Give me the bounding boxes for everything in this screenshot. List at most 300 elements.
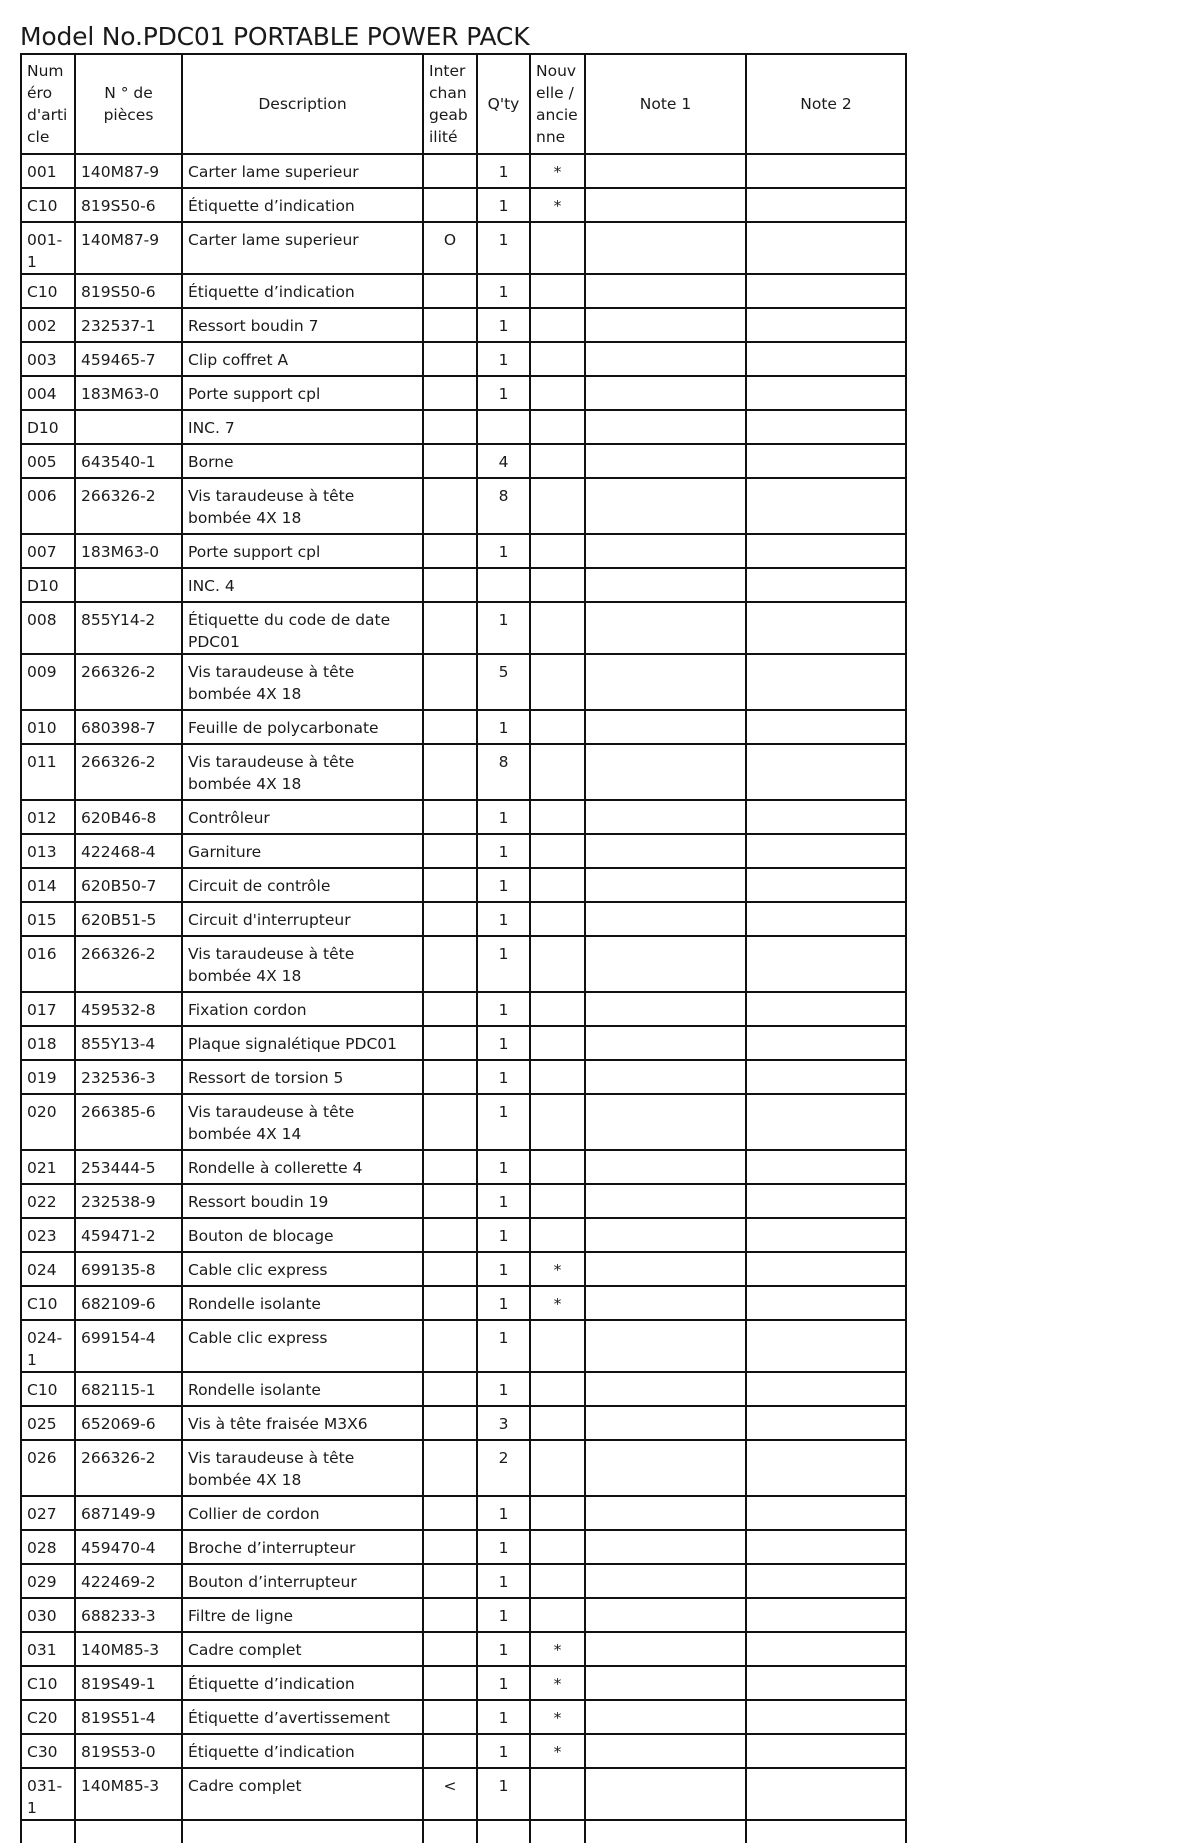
note1-cell bbox=[585, 800, 746, 834]
interchangeability-cell bbox=[423, 602, 477, 654]
table-row bbox=[21, 1768, 906, 1820]
quantity-cell: 1 bbox=[477, 188, 530, 222]
page-title: Model No.PDC01 PORTABLE POWER PACK bbox=[20, 22, 530, 51]
quantity-cell: 4 bbox=[477, 444, 530, 478]
new-old-cell bbox=[530, 410, 585, 444]
note1-cell bbox=[585, 1286, 746, 1320]
table-row bbox=[21, 654, 906, 710]
quantity-cell: 1 bbox=[477, 274, 530, 308]
part-number-cell: 266326-2 bbox=[75, 936, 182, 992]
note2-cell bbox=[746, 1372, 906, 1406]
header-note2: Note 2 bbox=[746, 54, 906, 154]
item-number-cell: 008 bbox=[21, 602, 75, 654]
empty-cell bbox=[530, 1820, 585, 1843]
new-old-cell bbox=[530, 1150, 585, 1184]
header-qty: Q'ty bbox=[477, 54, 530, 154]
note2-cell bbox=[746, 1632, 906, 1666]
note2-cell bbox=[746, 222, 906, 274]
description-cell: Porte support cpl bbox=[182, 376, 423, 410]
part-number-cell: 266326-2 bbox=[75, 744, 182, 800]
note1-cell bbox=[585, 1530, 746, 1564]
quantity-cell: 1 bbox=[477, 1530, 530, 1564]
interchangeability-cell bbox=[423, 444, 477, 478]
table-row bbox=[21, 1666, 906, 1700]
note2-cell bbox=[746, 1598, 906, 1632]
interchangeability-cell bbox=[423, 1632, 477, 1666]
interchangeability-cell bbox=[423, 936, 477, 992]
header-item-no: Numéro d'article bbox=[21, 54, 75, 154]
interchangeability-cell bbox=[423, 1184, 477, 1218]
item-number-cell: 002 bbox=[21, 308, 75, 342]
interchangeability-cell bbox=[423, 1094, 477, 1150]
table-row bbox=[21, 710, 906, 744]
quantity-cell: 1 bbox=[477, 834, 530, 868]
note2-cell bbox=[746, 534, 906, 568]
part-number-cell: 620B51-5 bbox=[75, 902, 182, 936]
item-number-cell: 031 bbox=[21, 1632, 75, 1666]
new-old-cell: * bbox=[530, 1666, 585, 1700]
item-number-cell: 015 bbox=[21, 902, 75, 936]
note1-cell bbox=[585, 1252, 746, 1286]
new-old-cell: * bbox=[530, 1734, 585, 1768]
quantity-cell: 1 bbox=[477, 1632, 530, 1666]
interchangeability-cell bbox=[423, 1530, 477, 1564]
interchangeability-cell bbox=[423, 1666, 477, 1700]
interchangeability-cell bbox=[423, 1700, 477, 1734]
description-cell: Garniture bbox=[182, 834, 423, 868]
quantity-cell: 1 bbox=[477, 222, 530, 274]
table-row bbox=[21, 444, 906, 478]
part-number-cell: 266385-6 bbox=[75, 1094, 182, 1150]
table-row bbox=[21, 188, 906, 222]
description-cell: Cadre complet bbox=[182, 1768, 423, 1820]
part-number-cell: 855Y13-4 bbox=[75, 1026, 182, 1060]
interchangeability-cell bbox=[423, 1252, 477, 1286]
table-row bbox=[21, 534, 906, 568]
description-cell: Circuit de contrôle bbox=[182, 868, 423, 902]
part-number-cell: 140M85-3 bbox=[75, 1632, 182, 1666]
item-number-cell: C10 bbox=[21, 1666, 75, 1700]
note2-cell bbox=[746, 444, 906, 478]
empty-cell bbox=[585, 1820, 746, 1843]
new-old-cell bbox=[530, 710, 585, 744]
new-old-cell bbox=[530, 602, 585, 654]
note1-cell bbox=[585, 342, 746, 376]
table-row bbox=[21, 1734, 906, 1768]
description-cell: Fixation cordon bbox=[182, 992, 423, 1026]
table-row bbox=[21, 376, 906, 410]
empty-cell bbox=[423, 1820, 477, 1843]
item-number-cell: 007 bbox=[21, 534, 75, 568]
note1-cell bbox=[585, 534, 746, 568]
note2-cell bbox=[746, 1530, 906, 1564]
empty-cell bbox=[182, 1820, 423, 1843]
table-row bbox=[21, 1700, 906, 1734]
item-number-cell: 030 bbox=[21, 1598, 75, 1632]
quantity-cell: 1 bbox=[477, 1026, 530, 1060]
description-cell: Clip coffret A bbox=[182, 342, 423, 376]
new-old-cell bbox=[530, 1564, 585, 1598]
quantity-cell: 1 bbox=[477, 800, 530, 834]
table-row-cutoff bbox=[21, 1820, 906, 1843]
description-cell: Étiquette d’indication bbox=[182, 1734, 423, 1768]
quantity-cell: 1 bbox=[477, 1564, 530, 1598]
description-cell: Collier de cordon bbox=[182, 1496, 423, 1530]
interchangeability-cell bbox=[423, 1734, 477, 1768]
item-number-cell: 006 bbox=[21, 478, 75, 534]
part-number-cell: 819S50-6 bbox=[75, 188, 182, 222]
item-number-cell: 018 bbox=[21, 1026, 75, 1060]
item-number-cell: C10 bbox=[21, 188, 75, 222]
part-number-cell: 620B46-8 bbox=[75, 800, 182, 834]
table-row bbox=[21, 868, 906, 902]
quantity-cell: 1 bbox=[477, 154, 530, 188]
new-old-cell bbox=[530, 800, 585, 834]
item-number-cell: 010 bbox=[21, 710, 75, 744]
part-number-cell: 422469-2 bbox=[75, 1564, 182, 1598]
table-row bbox=[21, 1320, 906, 1372]
description-cell: INC. 4 bbox=[182, 568, 423, 602]
note2-cell bbox=[746, 410, 906, 444]
note1-cell bbox=[585, 1406, 746, 1440]
part-number-cell: 459532-8 bbox=[75, 992, 182, 1026]
description-cell: Broche d’interrupteur bbox=[182, 1530, 423, 1564]
interchangeability-cell bbox=[423, 308, 477, 342]
description-cell: Étiquette d’avertissement bbox=[182, 1700, 423, 1734]
interchangeability-cell bbox=[423, 410, 477, 444]
interchangeability-cell bbox=[423, 478, 477, 534]
new-old-cell: * bbox=[530, 1252, 585, 1286]
part-number-cell: 140M87-9 bbox=[75, 222, 182, 274]
interchangeability-cell bbox=[423, 800, 477, 834]
part-number-cell: 459471-2 bbox=[75, 1218, 182, 1252]
interchangeability-cell bbox=[423, 154, 477, 188]
table-row bbox=[21, 1406, 906, 1440]
note2-cell bbox=[746, 602, 906, 654]
table-row bbox=[21, 1252, 906, 1286]
note1-cell bbox=[585, 274, 746, 308]
quantity-cell bbox=[477, 410, 530, 444]
part-number-cell: 652069-6 bbox=[75, 1406, 182, 1440]
new-old-cell bbox=[530, 478, 585, 534]
part-number-cell: 266326-2 bbox=[75, 1440, 182, 1496]
description-cell: Porte support cpl bbox=[182, 534, 423, 568]
note1-cell bbox=[585, 654, 746, 710]
interchangeability-cell: < bbox=[423, 1768, 477, 1820]
note2-cell bbox=[746, 1060, 906, 1094]
interchangeability-cell bbox=[423, 376, 477, 410]
new-old-cell: * bbox=[530, 188, 585, 222]
description-cell: Ressort boudin 7 bbox=[182, 308, 423, 342]
description-cell: Feuille de polycarbonate bbox=[182, 710, 423, 744]
item-number-cell: 014 bbox=[21, 868, 75, 902]
item-number-cell: C10 bbox=[21, 1372, 75, 1406]
quantity-cell: 2 bbox=[477, 1440, 530, 1496]
description-cell: INC. 7 bbox=[182, 410, 423, 444]
note2-cell bbox=[746, 1252, 906, 1286]
part-number-cell: 183M63-0 bbox=[75, 376, 182, 410]
new-old-cell bbox=[530, 1406, 585, 1440]
note2-cell bbox=[746, 936, 906, 992]
note1-cell bbox=[585, 1768, 746, 1820]
item-number-cell: 001-1 bbox=[21, 222, 75, 274]
quantity-cell: 1 bbox=[477, 1666, 530, 1700]
note1-cell bbox=[585, 308, 746, 342]
part-number-cell: 819S51-4 bbox=[75, 1700, 182, 1734]
item-number-cell: 004 bbox=[21, 376, 75, 410]
description-cell: Carter lame superieur bbox=[182, 154, 423, 188]
table-row bbox=[21, 478, 906, 534]
item-number-cell: 009 bbox=[21, 654, 75, 710]
new-old-cell bbox=[530, 308, 585, 342]
note1-cell bbox=[585, 154, 746, 188]
note2-cell bbox=[746, 992, 906, 1026]
note1-cell bbox=[585, 1632, 746, 1666]
note2-cell bbox=[746, 1026, 906, 1060]
new-old-cell bbox=[530, 534, 585, 568]
interchangeability-cell bbox=[423, 1320, 477, 1372]
item-number-cell: 027 bbox=[21, 1496, 75, 1530]
description-cell: Cable clic express bbox=[182, 1252, 423, 1286]
new-old-cell bbox=[530, 376, 585, 410]
item-number-cell: 023 bbox=[21, 1218, 75, 1252]
note2-cell bbox=[746, 1286, 906, 1320]
item-number-cell: 019 bbox=[21, 1060, 75, 1094]
table-header-row bbox=[21, 54, 906, 154]
interchangeability-cell bbox=[423, 1150, 477, 1184]
description-cell: Vis taraudeuse à tête bombée 4X 18 bbox=[182, 478, 423, 534]
item-number-cell: 021 bbox=[21, 1150, 75, 1184]
note1-cell bbox=[585, 1564, 746, 1598]
quantity-cell: 1 bbox=[477, 1768, 530, 1820]
new-old-cell bbox=[530, 902, 585, 936]
item-number-cell: 011 bbox=[21, 744, 75, 800]
table-row bbox=[21, 222, 906, 274]
quantity-cell: 1 bbox=[477, 342, 530, 376]
note1-cell bbox=[585, 478, 746, 534]
quantity-cell: 3 bbox=[477, 1406, 530, 1440]
quantity-cell: 8 bbox=[477, 478, 530, 534]
description-cell: Cable clic express bbox=[182, 1320, 423, 1372]
new-old-cell: * bbox=[530, 1700, 585, 1734]
part-number-cell: 819S49-1 bbox=[75, 1666, 182, 1700]
table-row bbox=[21, 308, 906, 342]
description-cell: Vis taraudeuse à tête bombée 4X 18 bbox=[182, 744, 423, 800]
note2-cell bbox=[746, 188, 906, 222]
empty-cell bbox=[21, 1820, 75, 1843]
description-cell: Ressort boudin 19 bbox=[182, 1184, 423, 1218]
item-number-cell: 016 bbox=[21, 936, 75, 992]
note2-cell bbox=[746, 274, 906, 308]
note2-cell bbox=[746, 868, 906, 902]
note1-cell bbox=[585, 1218, 746, 1252]
quantity-cell: 1 bbox=[477, 1060, 530, 1094]
part-number-cell: 232536-3 bbox=[75, 1060, 182, 1094]
interchangeability-cell bbox=[423, 1496, 477, 1530]
note1-cell bbox=[585, 868, 746, 902]
note1-cell bbox=[585, 1184, 746, 1218]
note1-cell bbox=[585, 1666, 746, 1700]
part-number-cell: 688233-3 bbox=[75, 1598, 182, 1632]
description-cell: Borne bbox=[182, 444, 423, 478]
quantity-cell: 1 bbox=[477, 1150, 530, 1184]
part-number-cell: 699135-8 bbox=[75, 1252, 182, 1286]
quantity-cell: 1 bbox=[477, 1286, 530, 1320]
new-old-cell bbox=[530, 1094, 585, 1150]
description-cell: Étiquette d’indication bbox=[182, 1666, 423, 1700]
new-old-cell bbox=[530, 936, 585, 992]
description-cell: Vis taraudeuse à tête bombée 4X 14 bbox=[182, 1094, 423, 1150]
item-number-cell: C10 bbox=[21, 1286, 75, 1320]
description-cell: Vis à tête fraisée M3X6 bbox=[182, 1406, 423, 1440]
quantity-cell: 1 bbox=[477, 1372, 530, 1406]
empty-cell bbox=[746, 1820, 906, 1843]
quantity-cell: 1 bbox=[477, 710, 530, 744]
quantity-cell: 8 bbox=[477, 744, 530, 800]
note1-cell bbox=[585, 710, 746, 744]
header-interchangeability: Interchangeabilité bbox=[423, 54, 477, 154]
item-number-cell: 028 bbox=[21, 1530, 75, 1564]
note1-cell bbox=[585, 936, 746, 992]
new-old-cell bbox=[530, 1026, 585, 1060]
new-old-cell bbox=[530, 868, 585, 902]
part-number-cell: 232537-1 bbox=[75, 308, 182, 342]
item-number-cell: C20 bbox=[21, 1700, 75, 1734]
table-row bbox=[21, 568, 906, 602]
quantity-cell: 1 bbox=[477, 1598, 530, 1632]
quantity-cell: 1 bbox=[477, 1252, 530, 1286]
note1-cell bbox=[585, 1496, 746, 1530]
item-number-cell: 025 bbox=[21, 1406, 75, 1440]
note1-cell bbox=[585, 410, 746, 444]
quantity-cell: 5 bbox=[477, 654, 530, 710]
new-old-cell bbox=[530, 992, 585, 1026]
part-number-cell: 819S53-0 bbox=[75, 1734, 182, 1768]
interchangeability-cell: O bbox=[423, 222, 477, 274]
new-old-cell bbox=[530, 1598, 585, 1632]
item-number-cell: 020 bbox=[21, 1094, 75, 1150]
note1-cell bbox=[585, 1060, 746, 1094]
table-row bbox=[21, 992, 906, 1026]
description-cell: Plaque signalétique PDC01 bbox=[182, 1026, 423, 1060]
new-old-cell bbox=[530, 222, 585, 274]
note2-cell bbox=[746, 308, 906, 342]
new-old-cell bbox=[530, 274, 585, 308]
quantity-cell: 1 bbox=[477, 308, 530, 342]
new-old-cell bbox=[530, 1768, 585, 1820]
part-number-cell: 643540-1 bbox=[75, 444, 182, 478]
interchangeability-cell bbox=[423, 274, 477, 308]
interchangeability-cell bbox=[423, 1406, 477, 1440]
note1-cell bbox=[585, 1320, 746, 1372]
parts-table-body bbox=[21, 154, 906, 1843]
note2-cell bbox=[746, 834, 906, 868]
new-old-cell bbox=[530, 654, 585, 710]
quantity-cell: 1 bbox=[477, 602, 530, 654]
part-number-cell: 183M63-0 bbox=[75, 534, 182, 568]
new-old-cell bbox=[530, 1184, 585, 1218]
quantity-cell: 1 bbox=[477, 1700, 530, 1734]
note1-cell bbox=[585, 1026, 746, 1060]
new-old-cell: * bbox=[530, 1632, 585, 1666]
note2-cell bbox=[746, 568, 906, 602]
interchangeability-cell bbox=[423, 188, 477, 222]
note1-cell bbox=[585, 444, 746, 478]
item-number-cell: 013 bbox=[21, 834, 75, 868]
note2-cell bbox=[746, 1218, 906, 1252]
part-number-cell: 699154-4 bbox=[75, 1320, 182, 1372]
description-cell: Cadre complet bbox=[182, 1632, 423, 1666]
note1-cell bbox=[585, 1372, 746, 1406]
interchangeability-cell bbox=[423, 568, 477, 602]
part-number-cell: 855Y14-2 bbox=[75, 602, 182, 654]
note2-cell bbox=[746, 376, 906, 410]
table-row bbox=[21, 1530, 906, 1564]
new-old-cell bbox=[530, 342, 585, 376]
description-cell: Vis taraudeuse à tête bombée 4X 18 bbox=[182, 654, 423, 710]
note1-cell bbox=[585, 1598, 746, 1632]
description-cell: Contrôleur bbox=[182, 800, 423, 834]
table-row bbox=[21, 1218, 906, 1252]
quantity-cell: 1 bbox=[477, 1184, 530, 1218]
quantity-cell: 1 bbox=[477, 376, 530, 410]
description-cell: Bouton d’interrupteur bbox=[182, 1564, 423, 1598]
note1-cell bbox=[585, 602, 746, 654]
quantity-cell: 1 bbox=[477, 1094, 530, 1150]
table-row bbox=[21, 744, 906, 800]
table-row bbox=[21, 1440, 906, 1496]
interchangeability-cell bbox=[423, 534, 477, 568]
interchangeability-cell bbox=[423, 744, 477, 800]
part-number-cell: 819S50-6 bbox=[75, 274, 182, 308]
empty-cell bbox=[477, 1820, 530, 1843]
header-new-old: Nouvelle / ancienne bbox=[530, 54, 585, 154]
part-number-cell: 682115-1 bbox=[75, 1372, 182, 1406]
part-number-cell: 680398-7 bbox=[75, 710, 182, 744]
interchangeability-cell bbox=[423, 654, 477, 710]
note2-cell bbox=[746, 1150, 906, 1184]
new-old-cell: * bbox=[530, 154, 585, 188]
table-row bbox=[21, 1094, 906, 1150]
new-old-cell bbox=[530, 1218, 585, 1252]
note2-cell bbox=[746, 1564, 906, 1598]
table-row bbox=[21, 1564, 906, 1598]
part-number-cell: 266326-2 bbox=[75, 654, 182, 710]
item-number-cell: D10 bbox=[21, 410, 75, 444]
table-row bbox=[21, 1598, 906, 1632]
item-number-cell: C10 bbox=[21, 274, 75, 308]
interchangeability-cell bbox=[423, 1440, 477, 1496]
table-row bbox=[21, 154, 906, 188]
description-cell: Vis taraudeuse à tête bombée 4X 18 bbox=[182, 1440, 423, 1496]
part-number-cell bbox=[75, 568, 182, 602]
quantity-cell bbox=[477, 568, 530, 602]
note1-cell bbox=[585, 1094, 746, 1150]
note2-cell bbox=[746, 1700, 906, 1734]
part-number-cell: 140M85-3 bbox=[75, 1768, 182, 1820]
item-number-cell: D10 bbox=[21, 568, 75, 602]
part-number-cell: 620B50-7 bbox=[75, 868, 182, 902]
header-description: Description bbox=[182, 54, 423, 154]
note2-cell bbox=[746, 1184, 906, 1218]
note1-cell bbox=[585, 1440, 746, 1496]
new-old-cell bbox=[530, 834, 585, 868]
description-cell: Rondelle isolante bbox=[182, 1286, 423, 1320]
description-cell: Carter lame superieur bbox=[182, 222, 423, 274]
description-cell: Rondelle isolante bbox=[182, 1372, 423, 1406]
note2-cell bbox=[746, 710, 906, 744]
note1-cell bbox=[585, 568, 746, 602]
